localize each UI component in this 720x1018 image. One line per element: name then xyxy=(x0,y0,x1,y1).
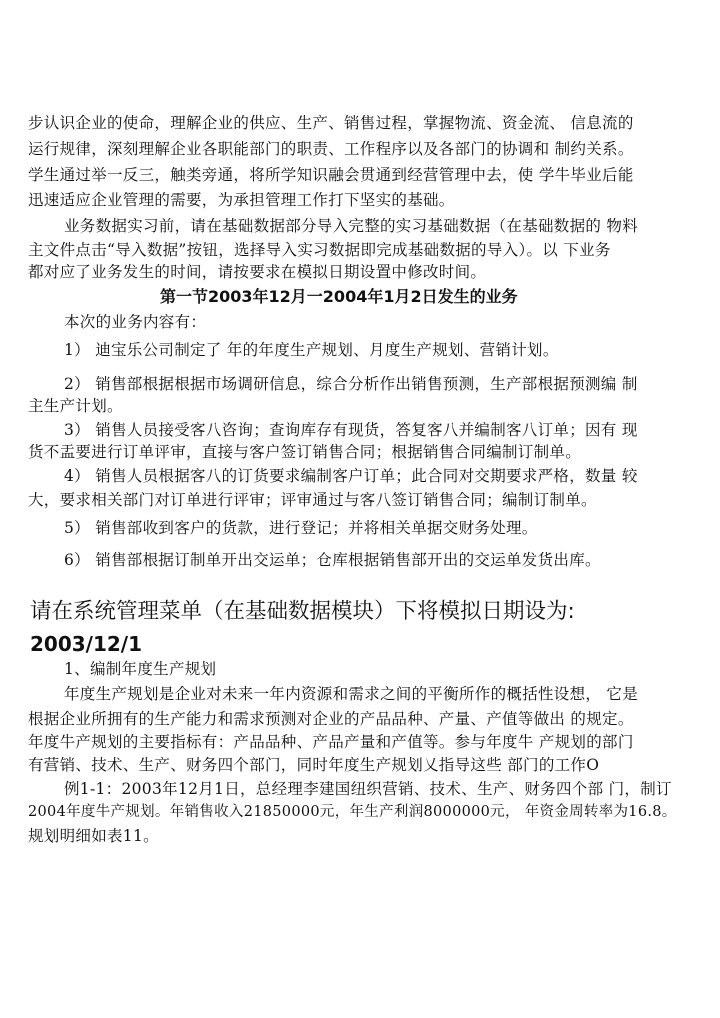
text-line: 业务数据实习前，请在基础数据部分导入完整的实习基础数据（在基础数据的 物料 xyxy=(64,217,639,235)
text-line: 根据企业所拥有的生产能力和需求预测对企业的产品品种、产量、产值等做出 的规定。 xyxy=(28,710,634,728)
simulated-date: 2003/12/1 xyxy=(30,632,143,656)
text-line: 都对应了业务发生的时间，请按要求在模拟日期设置中修改时间。 xyxy=(28,263,487,281)
text-line: 运行规律，深刻理解企业各职能部门的职责、工作程序以及各部门的协调和 制约关系。 xyxy=(28,140,634,158)
text-line: 有营销、技术、生产、财务四个部门，同时年度生产规划乂指导这些 部门的工作O xyxy=(28,756,600,774)
text-line: 学生通过举一反三，触类旁通，将所学知识融会贯通到经营管理中去，使 学牛毕业后能 xyxy=(28,166,634,184)
subsection-title: 1、编制年度生产规划 xyxy=(64,660,217,678)
text-line: 4） 销售人员根据客八的订货要求编制客户订单；此合同对交期要求严格，数量 较 xyxy=(64,467,638,485)
text-line: 6） 销售部根据订制单开出交运单；仓库根据销售部开出的交运单发货出库。 xyxy=(64,551,601,569)
text-line: 3） 销售人员接受客八咨询；查询库存有现货，答复客八并编制客八订单；因有 现 xyxy=(64,421,638,439)
text-line: 主文件点击“导入数据”按钮，选择导入实习数据即完成基础数据的导入）。以 下业务 xyxy=(28,241,611,259)
text-line: 规划明细如表11。 xyxy=(28,827,159,845)
text-line: 2004年度牛产规划。年销售收入21850000元，年生产利润8000000元， 年资金周转率为16.8。 xyxy=(28,804,677,820)
business-intro: 本次的业务内容有： xyxy=(64,313,207,331)
text-line: 5） 销售部收到客户的货款，进行登记；并将相关单据交财务处理。 xyxy=(64,519,538,537)
text-line: 迅速适应企业管理的需要，为承担管理工作打下坚实的基础。 xyxy=(28,191,455,209)
section-heading: 第一节2003年12月一2004年1月2日发生的业务 xyxy=(160,287,518,306)
text-line: 主生产计划。 xyxy=(28,397,123,415)
text-line: 年度生产规划是企业对未来一年内资源和需求之间的平衡所作的概括性设想， 它是 xyxy=(64,685,639,703)
date-instruction-heading: 请在系统管理菜单（在基础数据模块）下将模拟日期设为: xyxy=(30,599,575,624)
text-line: 2） 销售部根据根据市场调研信息，综合分析作出销售预测，生产部根据预测编 制 xyxy=(64,375,638,393)
text-line: 大，要求相关部门对订单进行评审；评审通过与客八签订销售合同；编制订制单。 xyxy=(28,491,597,509)
text-line: 步认识企业的使命，理解企业的供应、生产、销售过程，掌握物流、资金流、 信息流的 xyxy=(28,114,634,132)
text-line: 1） 迪宝乐公司制定了 年的年度生产规划、月度生产规划、营销计划。 xyxy=(64,341,559,359)
text-line: 年度牛产规划的主要指标有：产品品种、产品产量和产值等。参与年度牛 产规划的部门 xyxy=(28,733,634,751)
text-line: 例1-1：2003年12月1日，总经理李建国纽织营销、技术、生产、财务四个部 门，制订 xyxy=(64,780,672,798)
text-line: 货不盂要进行订单评审，直接与客户签订销售合同；根据销售合同编制订制单。 xyxy=(28,443,582,461)
